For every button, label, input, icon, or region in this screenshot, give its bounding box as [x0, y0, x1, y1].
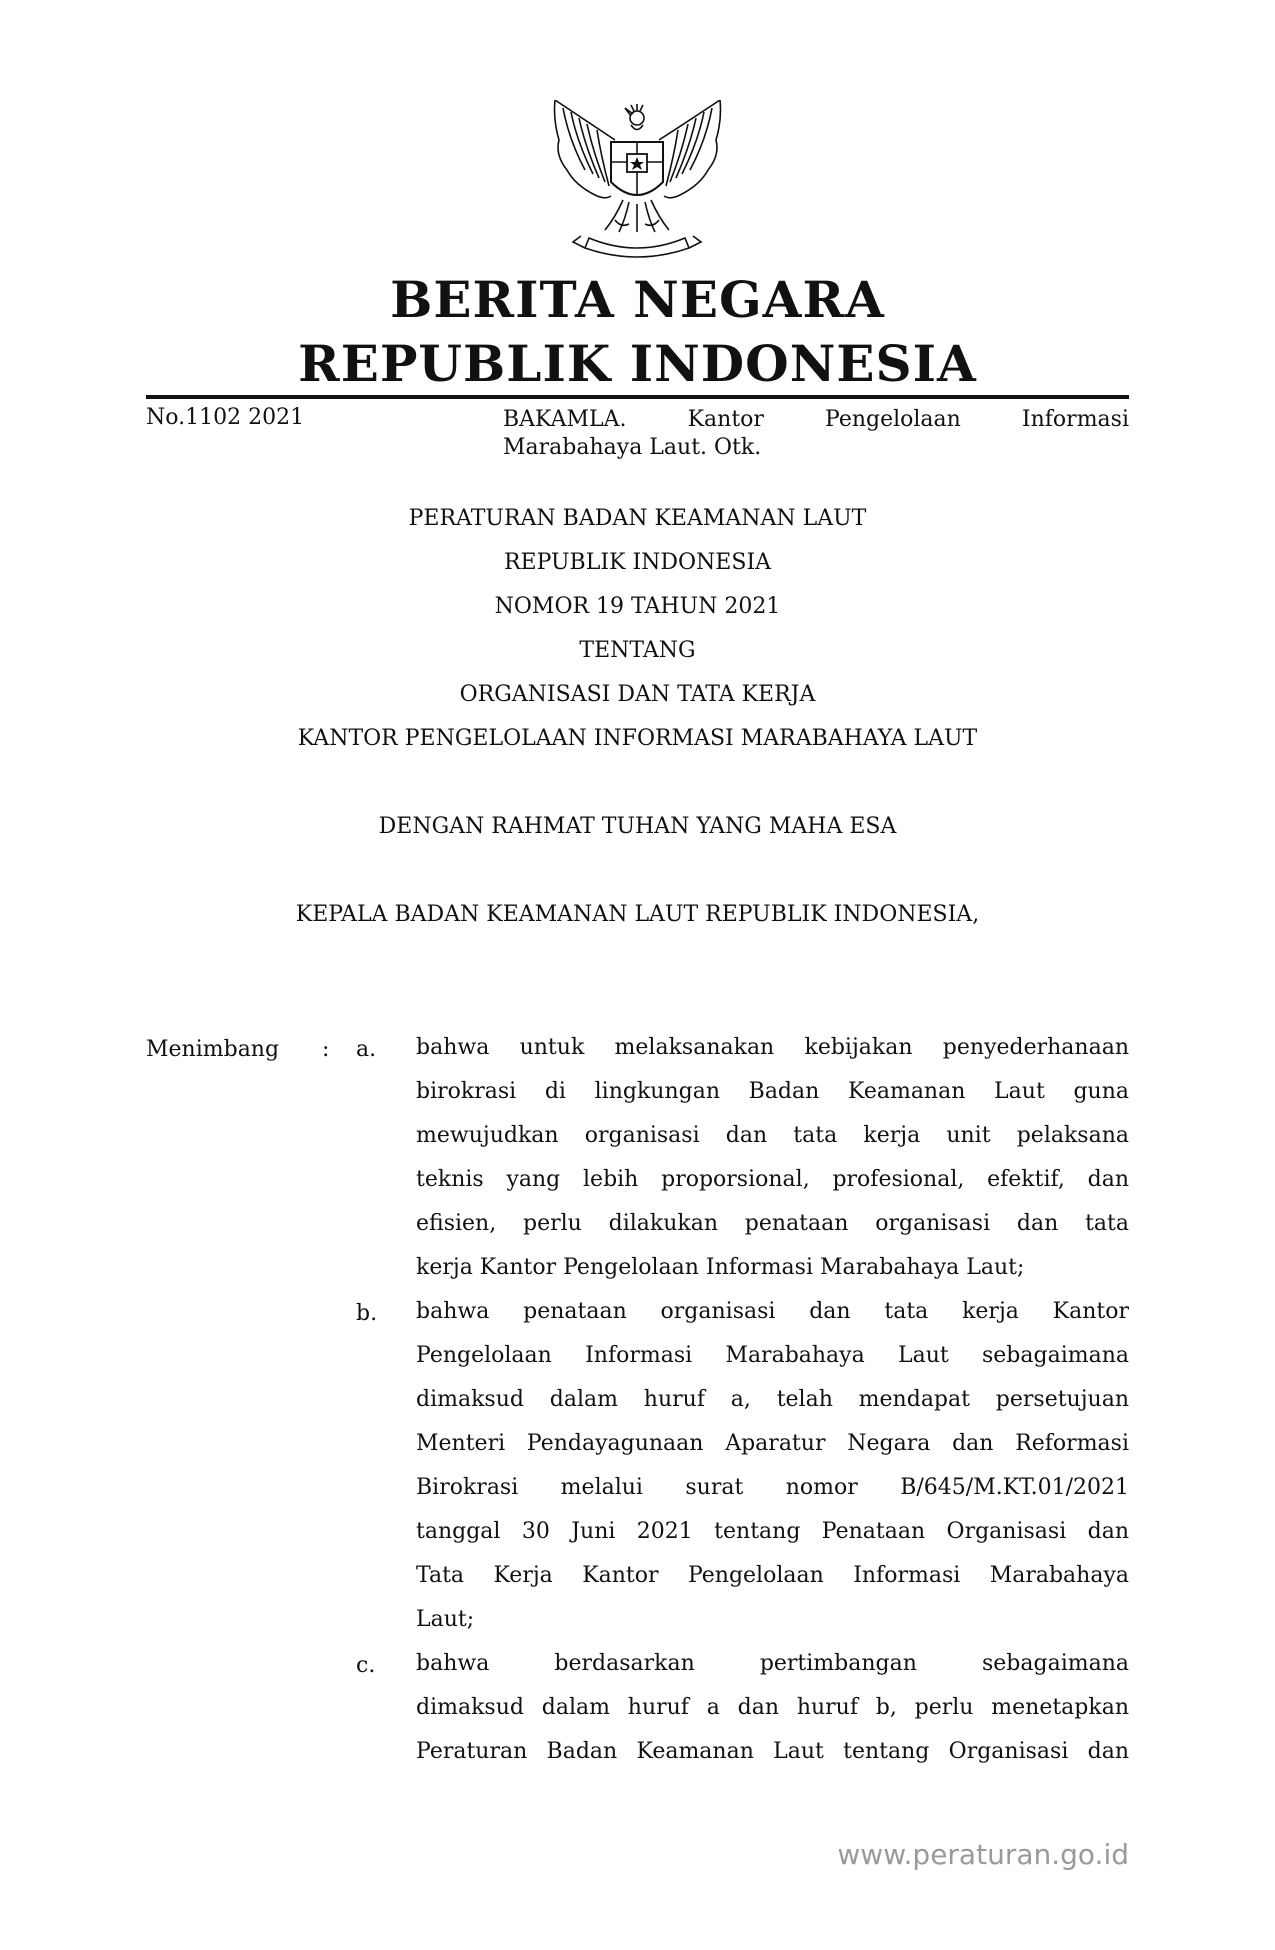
paragraph-line: Pengelolaan Informasi Marabahaya Laut sebagaimana: [416, 1343, 1129, 1368]
paragraph-line: Peraturan Badan Keamanan Laut tentang Organisasi dan: [416, 1739, 1129, 1764]
gazette-title: BERITA NEGARA: [390, 270, 885, 329]
paragraph-line: efisien, perlu dilakukan penataan organisasi dan tata: [416, 1211, 1129, 1236]
gazette-description-line1: BAKAMLA. Kantor Pengelolaan Informasi: [503, 407, 1129, 432]
paragraph-line: Tata Kerja Kantor Pengelolaan Informasi Marabahaya: [416, 1563, 1129, 1588]
item-letter-a: a.: [356, 1037, 377, 1062]
regulation-heading-line1: PERATURAN BADAN KEAMANAN LAUT: [408, 506, 867, 531]
paragraph-line: Laut;: [416, 1607, 475, 1632]
regulation-heading-line4: TENTANG: [579, 638, 696, 663]
item-letter-c: c.: [356, 1653, 376, 1678]
authority-line: KEPALA BADAN KEAMANAN LAUT REPUBLIK INDONESIA,: [295, 902, 980, 927]
paragraph-line: teknis yang lebih proporsional, profesional, efektif, dan: [416, 1167, 1129, 1192]
paragraph-line: kerja Kantor Pengelolaan Informasi Marabahaya Laut;: [416, 1255, 1025, 1280]
paragraph-line: dimaksud dalam huruf a, telah mendapat persetujuan: [416, 1387, 1129, 1412]
paragraph-line: dimaksud dalam huruf a dan huruf b, perlu menetapkan: [416, 1695, 1129, 1720]
item-letter-b: b.: [356, 1301, 378, 1326]
paragraph-line: bahwa berdasarkan pertimbangan sebagaimana: [416, 1651, 1129, 1676]
website-watermark: www.peraturan.go.id: [837, 1838, 1129, 1871]
item-paragraph-a: [416, 1026, 1129, 1290]
paragraph-line: bahwa penataan organisasi dan tata kerja Kantor: [416, 1299, 1129, 1324]
gazette-number: No.1102 2021: [146, 405, 305, 430]
regulation-heading-line2: REPUBLIK INDONESIA: [503, 550, 772, 575]
item-paragraph-b: [416, 1290, 1129, 1642]
header-divider: [146, 395, 1129, 399]
paragraph-line: bahwa untuk melaksanakan kebijakan penyederhanaan: [416, 1035, 1129, 1060]
paragraph-line: birokrasi di lingkungan Badan Keamanan Laut guna: [416, 1079, 1129, 1104]
gazette-subtitle: REPUBLIK INDONESIA: [298, 334, 977, 393]
regulation-heading-line6: KANTOR PENGELOLAAN INFORMASI MARABAHAYA LAUT: [297, 726, 978, 751]
item-paragraph-c: [416, 1642, 1129, 1774]
regulation-heading-line3: NOMOR 19 TAHUN 2021: [494, 594, 781, 619]
considering-label: Menimbang: [146, 1037, 280, 1062]
paragraph-line: Menteri Pendayagunaan Aparatur Negara dan Reformasi: [416, 1431, 1129, 1456]
paragraph-line: mewujudkan organisasi dan tata kerja unit pelaksana: [416, 1123, 1129, 1148]
paragraph-line: tanggal 30 Juni 2021 tentang Penataan Organisasi dan: [416, 1519, 1129, 1544]
regulation-heading-line5: ORGANISASI DAN TATA KERJA: [459, 682, 816, 707]
blessing-line: DENGAN RAHMAT TUHAN YANG MAHA ESA: [378, 814, 897, 839]
paragraph-line: Birokrasi melalui surat nomor B/645/M.KT.01/2021: [416, 1475, 1129, 1500]
considering-colon: :: [322, 1037, 330, 1062]
gazette-description-line2: Marabahaya Laut. Otk.: [503, 435, 762, 460]
garuda-pancasila-emblem-icon: [545, 100, 730, 260]
